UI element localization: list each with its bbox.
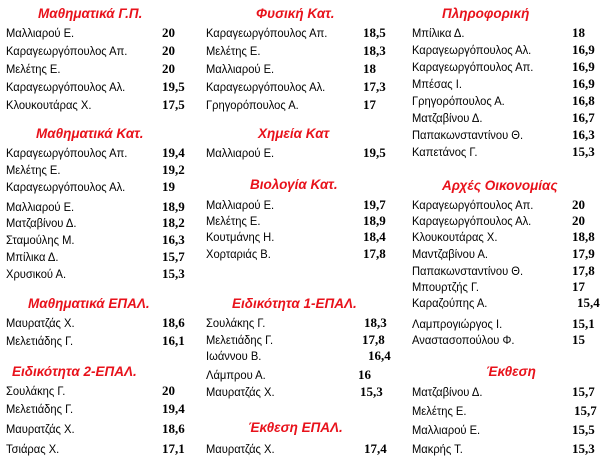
grade-value: 15,7: [572, 384, 595, 399]
grade-value: 20: [162, 25, 175, 40]
student-name: Μαλλιαρού Ε.: [206, 62, 275, 76]
grade-value: 18,6: [162, 315, 185, 330]
student-name: Μπίλικα Δ.: [6, 250, 59, 264]
student-name: Αναστασοπούλου Φ.: [412, 333, 515, 347]
student-name: Παπακωνσταντίνου Θ.: [412, 264, 524, 278]
section-title: Φυσική Κατ.: [256, 6, 335, 21]
section-title: Πληροφορική: [442, 6, 530, 21]
grade-value: 20: [162, 61, 175, 76]
student-name: Ιωάννου Β.: [206, 349, 262, 363]
student-name: Μαλλιαρού Ε.: [6, 26, 75, 40]
grade-value: 17: [363, 97, 376, 112]
grade-value: 18,2: [162, 215, 185, 230]
student-name: Σουλάκης Γ.: [206, 316, 266, 330]
grade-value: 18,8: [572, 229, 595, 244]
grade-value: 16,3: [572, 127, 595, 142]
student-name: Καραγεωργόπουλος Απ.: [412, 60, 534, 74]
grade-value: 18: [572, 25, 585, 40]
grade-value: 17: [572, 279, 585, 294]
student-name: Χρυσικού Α.: [6, 267, 67, 281]
student-name: Μαλλιαρού Ε.: [206, 198, 275, 212]
grade-value: 18,6: [162, 421, 185, 436]
grade-value: 17,8: [362, 332, 385, 347]
student-name: Καραγεωργόπουλος Απ.: [6, 146, 128, 160]
student-name: Μελέτης Ε.: [206, 44, 261, 58]
grade-value: 17,4: [364, 441, 387, 456]
student-name: Καραγεωργόπουλος Αλ.: [206, 80, 326, 94]
grade-value: 20: [572, 197, 585, 212]
grade-value: 15,3: [162, 266, 185, 281]
grade-value: 19,5: [363, 145, 386, 160]
student-name: Μαντζαβίνου Α.: [412, 247, 489, 261]
student-name: Ματζαβίνου Δ.: [412, 111, 483, 125]
grade-value: 18,3: [364, 315, 387, 330]
grade-value: 19,5: [162, 79, 185, 94]
grade-value: 19,2: [162, 162, 185, 177]
student-name: Τσιάρας Χ.: [6, 442, 60, 456]
student-name: Μελέτης Ε.: [6, 163, 61, 177]
grade-value: 17,8: [572, 263, 595, 278]
student-name: Καραγεωργόπουλος Απ.: [412, 198, 534, 212]
grade-value: 15,3: [572, 144, 595, 159]
grade-value: 15: [572, 332, 585, 347]
student-name: Μαλλιαρού Ε.: [6, 200, 75, 214]
grade-value: 16,4: [368, 348, 391, 363]
grade-value: 19,7: [363, 197, 386, 212]
section-title: Ειδικότητα 2-ΕΠΑΛ.: [12, 364, 137, 379]
grade-value: 17,3: [363, 79, 386, 94]
student-name: Καραγεωργόπουλος Αλ.: [412, 214, 532, 228]
student-name: Μπουρτζής Γ.: [412, 280, 480, 294]
section-title: Μαθηματικά Κατ.: [36, 126, 144, 141]
student-name: Μαυρατζάς Χ.: [6, 422, 75, 436]
student-name: Μαλλιαρού Ε.: [206, 146, 275, 160]
student-name: Γρηγορόπουλος Α.: [206, 98, 299, 112]
grade-value: 16: [358, 367, 371, 382]
student-name: Μακρής Τ.: [412, 442, 463, 456]
section-title: Αρχές Οικονομίας: [442, 178, 558, 193]
grade-value: 16,7: [572, 110, 595, 125]
grade-value: 19,4: [162, 401, 185, 416]
section-title: Έκθεση: [486, 364, 536, 379]
grade-value: 18,9: [162, 199, 185, 214]
student-name: Καπετάνος Γ.: [412, 145, 478, 159]
section-title: Μαθηματικά ΕΠΑΛ.: [28, 296, 150, 311]
student-name: Κλουκουτάρας Χ.: [6, 98, 92, 112]
grade-value: 17,5: [162, 97, 185, 112]
student-name: Λαμπρογιώργος Ι.: [412, 317, 503, 331]
section-title: Χημεία Κατ: [258, 126, 330, 141]
student-name: Παπακωνσταντίνου Θ.: [412, 128, 524, 142]
student-name: Μπίλικα Δ.: [412, 26, 465, 40]
student-name: Μελέτης Ε.: [206, 214, 261, 228]
grade-value: 15,1: [572, 316, 595, 331]
section-title: Βιολογία Κατ.: [250, 177, 338, 192]
grade-value: 20: [162, 383, 175, 398]
grade-value: 19: [162, 179, 175, 194]
student-name: Λάμπρου Α.: [206, 368, 266, 382]
grade-value: 17,8: [363, 246, 386, 261]
grade-value: 18,9: [363, 213, 386, 228]
student-name: Σταμούλης Μ.: [6, 233, 75, 247]
grade-value: 18: [363, 61, 376, 76]
student-name: Ματζαβίνου Δ.: [412, 385, 483, 399]
student-name: Καραγεωργόπουλος Αλ.: [6, 80, 126, 94]
grade-value: 16,8: [572, 93, 595, 108]
student-name: Μελετιάδης Γ.: [6, 334, 74, 348]
student-name: Μαυρατζάς Χ.: [6, 316, 75, 330]
grade-value: 16,3: [162, 232, 185, 247]
student-name: Καραγεωργόπουλος Αλ.: [6, 180, 126, 194]
grade-value: 15,3: [572, 441, 595, 456]
grade-value: 18,4: [363, 229, 386, 244]
student-name: Κλουκουτάρας Χ.: [412, 230, 498, 244]
grade-value: 16,9: [572, 59, 595, 74]
student-name: Μελέτης Ε.: [6, 62, 61, 76]
student-name: Μελέτης Ε.: [412, 404, 467, 418]
student-name: Σουλάκης Γ.: [6, 384, 66, 398]
grade-value: 15,7: [574, 403, 597, 418]
student-name: Καραγεωργόπουλος Αλ.: [412, 43, 532, 57]
student-name: Μελετιάδης Γ.: [206, 333, 274, 347]
section-title: Ειδικότητα 1-ΕΠΑΛ.: [232, 296, 357, 311]
grade-value: 16,9: [572, 42, 595, 57]
grade-value: 20: [572, 213, 585, 228]
student-name: Καραγεωργόπουλος Απ.: [206, 26, 328, 40]
student-name: Μαυρατζάς Χ.: [206, 442, 275, 456]
student-name: Καραζούπης Α.: [412, 296, 488, 310]
student-name: Χορταριάς Β.: [206, 247, 271, 261]
grade-value: 18,3: [363, 43, 386, 58]
grade-value: 19,4: [162, 145, 185, 160]
student-name: Καραγεωργόπουλος Απ.: [6, 44, 128, 58]
student-name: Μαυρατζάς Χ.: [206, 385, 275, 399]
grade-value: 15,7: [162, 249, 185, 264]
student-name: Κουτμάνης Η.: [206, 230, 275, 244]
student-name: Ματζαβίνου Δ.: [6, 216, 77, 230]
student-name: Γρηγορόπουλος Α.: [412, 94, 505, 108]
grade-value: 20: [162, 43, 175, 58]
student-name: Μπέσας Ι.: [412, 77, 463, 91]
student-name: Μελετιάδης Γ.: [6, 402, 74, 416]
grade-value: 15,5: [572, 422, 595, 437]
grade-value: 16,1: [162, 333, 185, 348]
grade-value: 16,9: [572, 76, 595, 91]
section-title: Μαθηματικά Γ.Π.: [38, 6, 143, 21]
grade-value: 18,5: [363, 25, 386, 40]
grade-value: 15,4: [577, 295, 600, 310]
grade-value: 15,3: [360, 384, 383, 399]
grade-value: 17,9: [572, 246, 595, 261]
grade-value: 17,1: [162, 441, 185, 456]
student-name: Μαλλιαρού Ε.: [412, 423, 481, 437]
section-title: Έκθεση ΕΠΑΛ.: [248, 420, 343, 435]
